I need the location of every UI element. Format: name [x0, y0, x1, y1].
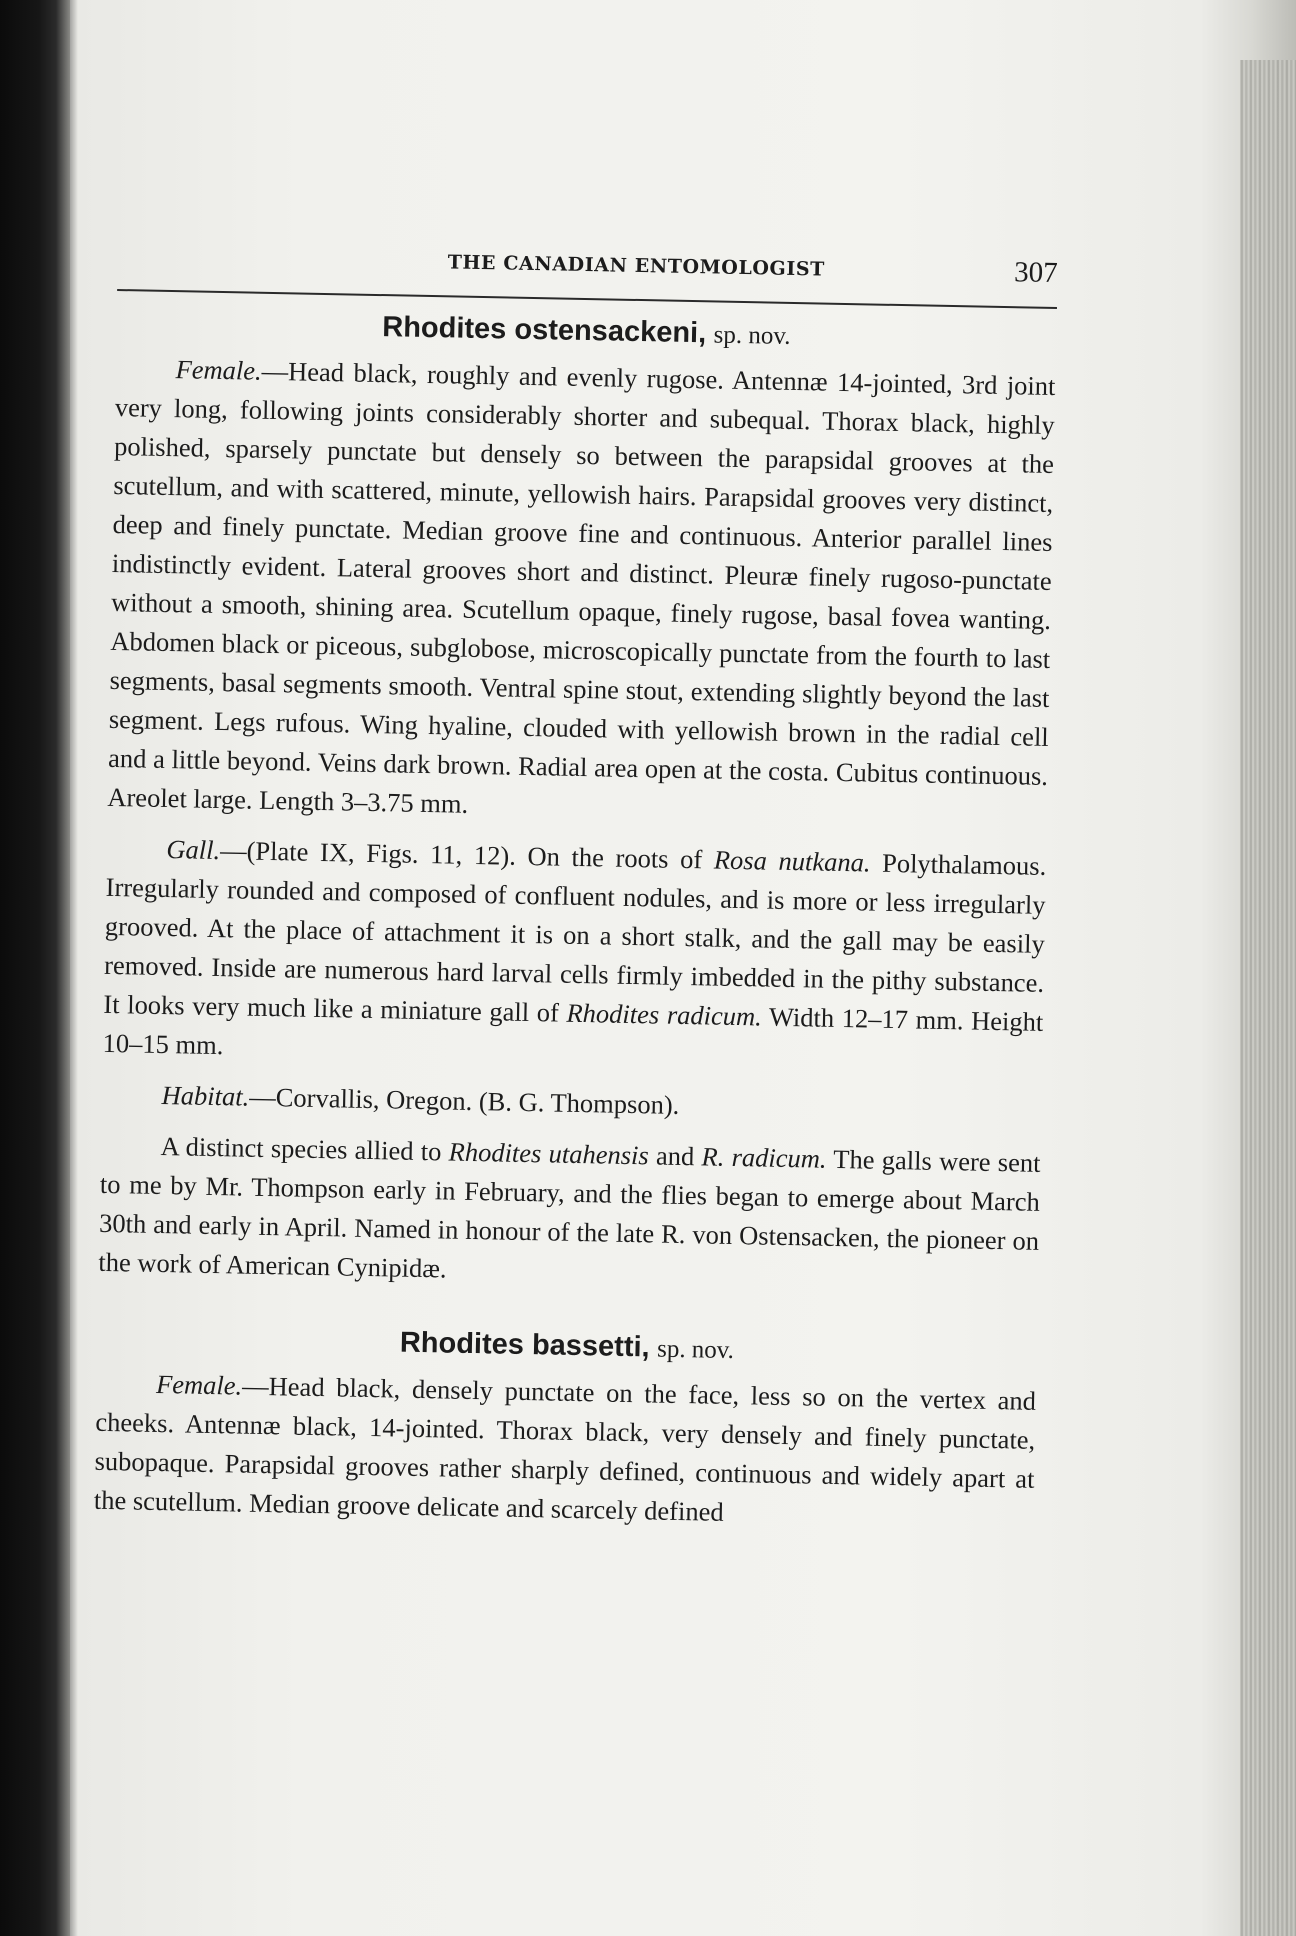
remarks-ally2: R. radicum. — [701, 1141, 827, 1174]
remarks-text-b: and — [648, 1140, 702, 1172]
gall-text-c: Width 12–17 mm. Height 10–15 mm. — [102, 1001, 1044, 1061]
journal-title: THE CANADIAN ENTOMOLOGIST — [447, 251, 826, 281]
species-abbrev: sp. nov. — [713, 321, 791, 350]
female-text: —Head black, densely punctate on the face, less so on the vertex and cheeks. Antennæ black, 14-jointed. Thorax black, very densely and finely punctate, subopaque. Parapsidal grooves rather sharply defined, continuous and widely apart at the scutellum. Median groove delicate and scarcely defined — [93, 1370, 1037, 1527]
remarks — [98, 1126, 1041, 1300]
page-edges — [1240, 60, 1296, 1936]
gall-host: Rosa nutkana. — [713, 844, 871, 878]
gall-text-b: Polythalamous. Irregularly rounded and composed of confluent nodules, and is more or less irregularly grooved. At the place of attachment it is on a short stalk, and the gall may be easily removed. Inside are numerous hard larval cells firmly imbedded in the pithy substance. It looks very much like a miniature gall of — [103, 847, 1047, 1028]
page-content — [94, 245, 1058, 1538]
remarks-text-c: The galls were sent to me by Mr. Thompson early in February, and the flies began to emerge about March 30th and early in April. Named in honour of the late R. von Ostensacken, the pioneer on the work of American Cynipidæ. — [98, 1143, 1041, 1284]
female-text: —Head black, roughly and evenly rugose. Antennæ 14-jointed, 3rd joint very long, following joints considerably shorter and subequal. Thorax black, highly polished, sparsely punctate but densely so between the parapsidal grooves at the scutellum, and with scattered, minute, yellowish hairs. Parapsidal grooves very distinct, deep and finely punctate. Median groove fine and continuous. Anterior parallel lines indistinctly evident. Lateral grooves short and distinct. Pleuræ finely rugoso-punctate without a smooth, shining area. Scutellum opaque, finely rugose, basal fovea wanting. Abdomen black or piceous, subglobose, microscopically punctate from the fourth to last segments, basal segments smooth. Ventral spine stout, extending slightly beyond the last segment. Legs rufous. Wing hyaline, clouded with yellowish brown in the radial cell and a little beyond. Veins dark brown. Radial area open at the costa. Cubitus continuous. Areolet large. Length 3–3.75 mm. — [107, 355, 1056, 819]
remarks-ally1: Rhodites utahensis — [448, 1136, 650, 1171]
gall-description — [102, 829, 1046, 1081]
book-gutter — [0, 0, 70, 1936]
habitat-description — [101, 1075, 1042, 1132]
habitat-lead: Habitat. — [161, 1079, 250, 1112]
female-description — [107, 349, 1056, 835]
remarks-text-a: A distinct species allied to — [160, 1130, 449, 1167]
species-heading-ostensackeni — [116, 305, 1056, 357]
page-number: 307 — [1013, 256, 1058, 290]
gall-lead: Gall. — [166, 834, 221, 866]
female-lead: Female. — [175, 354, 262, 386]
habitat-text: —Corvallis, Oregon. (B. G. Thompson). — [248, 1081, 680, 1120]
species-abbrev: sp. nov. — [656, 1335, 735, 1365]
species-name: Rhodites bassetti, — [399, 1326, 650, 1364]
female-description-bassetti — [94, 1364, 1037, 1538]
running-head — [117, 245, 1058, 303]
female-lead: Female. — [155, 1368, 243, 1401]
gall-compare: Rhodites radicum. — [566, 997, 763, 1032]
gall-text-a: —(Plate IX, Figs. 11, 12). On the roots of — [219, 835, 715, 875]
species-name: Rhodites ostensackeni, — [382, 311, 707, 350]
species-heading-bassetti — [97, 1320, 1037, 1372]
